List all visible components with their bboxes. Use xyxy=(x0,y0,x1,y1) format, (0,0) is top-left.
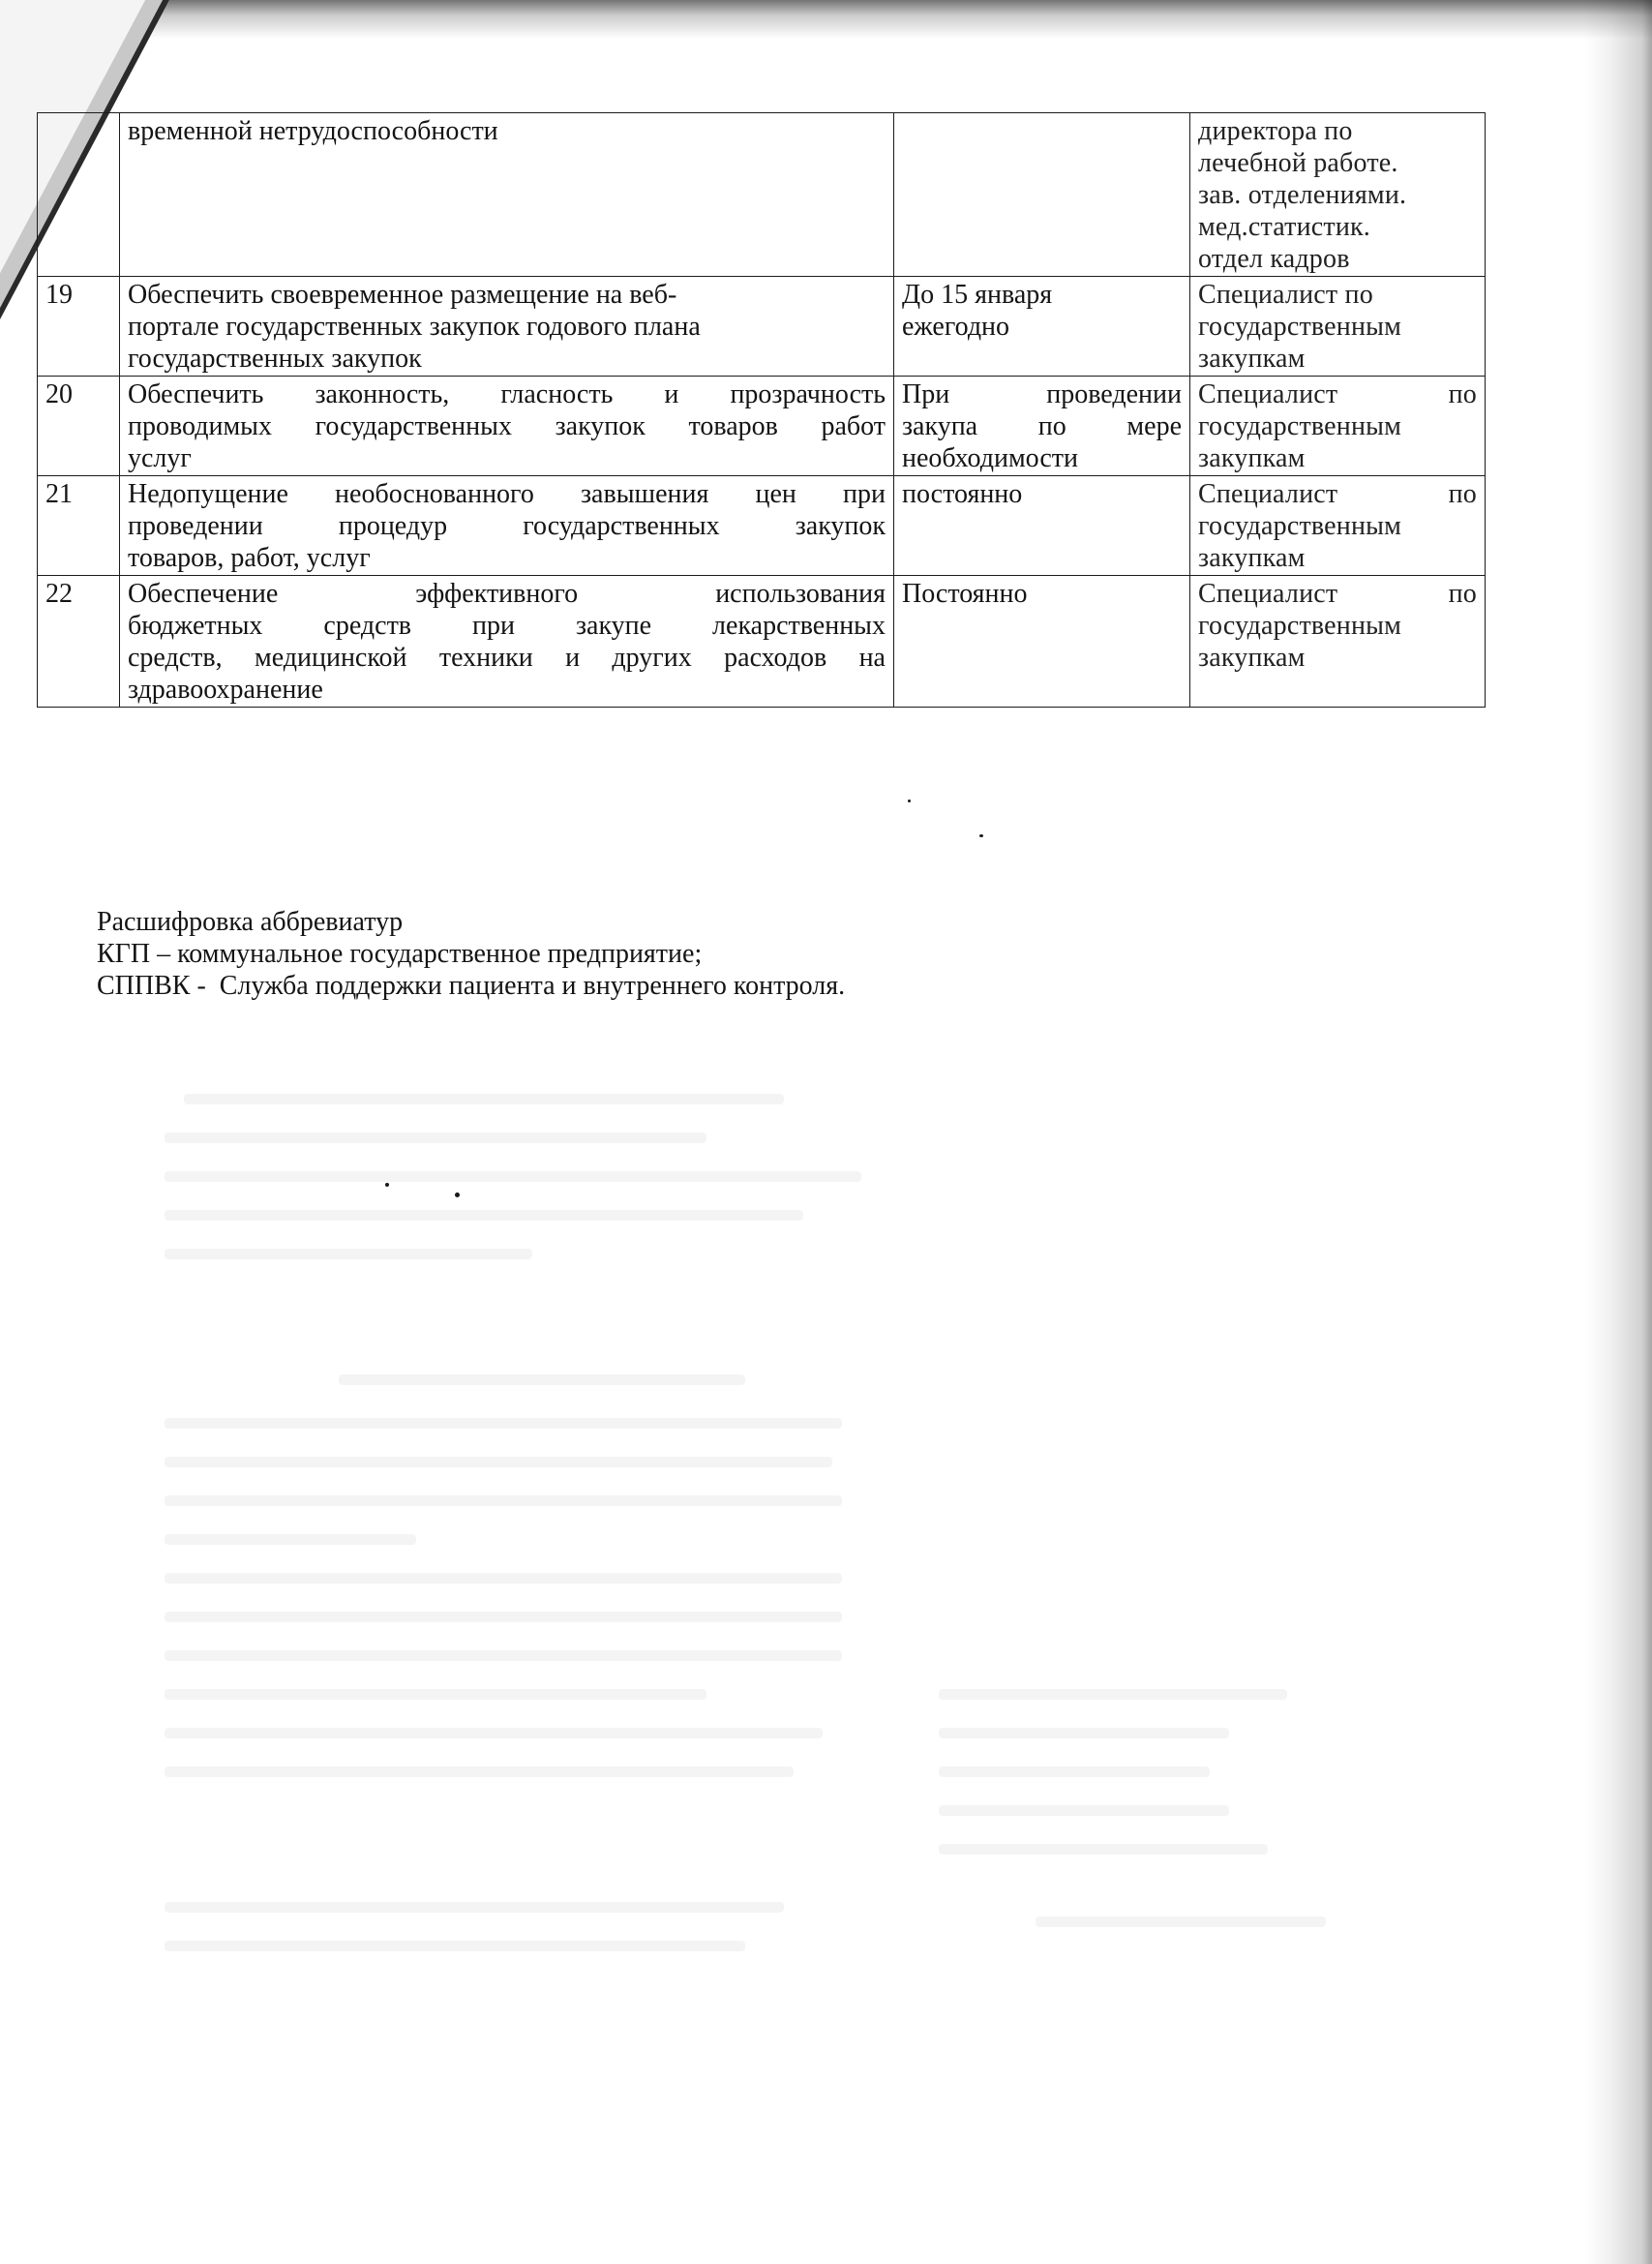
action-cell xyxy=(120,277,894,377)
term-cell-line: постоянно xyxy=(902,479,1023,509)
row-number: 22 xyxy=(38,576,120,708)
action-cell-line: бюджетных средств при закупе лекарственных xyxy=(128,611,886,641)
term-cell-line: закупа по мере xyxy=(902,411,1182,441)
responsible-cell-line: отдел кадров xyxy=(1198,244,1350,274)
responsible-cell-line: лечебной работе. xyxy=(1198,148,1398,178)
responsible-cell xyxy=(1190,277,1486,377)
responsible-cell-line: закупкам xyxy=(1198,643,1306,673)
action-cell-line: средств, медицинской техники и других расходов на xyxy=(128,643,886,673)
bleed-through-text xyxy=(165,1084,1461,2197)
action-cell-line: проводимых государственных закупок товаров работ xyxy=(128,411,886,441)
row-number xyxy=(38,113,120,277)
action-cell-line: Недопущение необоснованного завышения цен при xyxy=(128,479,886,509)
scan-speck xyxy=(908,800,911,802)
action-cell-line: Обеспечить своевременное размещение на веб- xyxy=(128,280,677,310)
term-cell-line: При проведении xyxy=(902,379,1182,409)
responsible-cell xyxy=(1190,476,1486,576)
term-cell-line: необходимости xyxy=(902,443,1079,473)
action-cell-line: Обеспечить законность, гласность и прозрачность xyxy=(128,379,886,409)
responsible-cell-line: директора по xyxy=(1198,116,1353,146)
responsible-cell-line: государственным xyxy=(1198,411,1402,441)
term-cell xyxy=(894,113,1190,277)
scan-speck xyxy=(385,1183,389,1187)
action-cell xyxy=(120,113,894,277)
responsible-cell-line: Специалист по xyxy=(1198,479,1477,509)
action-cell-line: временной нетрудоспособности xyxy=(128,116,498,146)
term-cell-line: ежегодно xyxy=(902,312,1010,342)
scan-right-shadow xyxy=(1584,0,1652,2264)
row-number: 21 xyxy=(38,476,120,576)
row-number: 20 xyxy=(38,377,120,476)
responsible-cell-line: государственным xyxy=(1198,611,1402,641)
scan-speck xyxy=(979,834,983,837)
responsible-cell-line: государственным xyxy=(1198,511,1402,541)
responsible-cell-line: закупкам xyxy=(1198,543,1306,573)
term-cell-line: До 15 января xyxy=(902,280,1053,310)
action-cell xyxy=(120,576,894,708)
scan-speck xyxy=(455,1192,460,1197)
table-row xyxy=(38,113,1486,277)
abbreviations-block xyxy=(97,906,845,1002)
responsible-cell-line: закупкам xyxy=(1198,344,1306,374)
responsible-cell xyxy=(1190,576,1486,708)
responsible-cell-line: зав. отделениями. xyxy=(1198,180,1407,210)
abbreviations-heading: Расшифровка аббревиатур xyxy=(97,907,404,937)
action-plan-table xyxy=(37,112,1485,708)
responsible-cell-line: закупкам xyxy=(1198,443,1306,473)
action-cell-line: государственных закупок xyxy=(128,344,422,374)
scan-top-edge xyxy=(145,0,1652,39)
abbreviation-kgp: КГП – коммунальное государственное предприятие; xyxy=(97,939,703,969)
term-cell xyxy=(894,576,1190,708)
term-cell-line: Постоянно xyxy=(902,579,1028,609)
table-row xyxy=(38,277,1486,377)
responsible-cell-line: государственным xyxy=(1198,312,1402,342)
term-cell xyxy=(894,377,1190,476)
table-row xyxy=(38,377,1486,476)
abbreviation-sppvk: СППВК - Служба поддержки пациента и внутреннего контроля. xyxy=(97,971,846,1001)
plan-table-body xyxy=(38,113,1486,708)
action-cell-line: Обеспечение эффективного использования xyxy=(128,579,886,609)
term-cell xyxy=(894,476,1190,576)
table-row xyxy=(38,476,1486,576)
responsible-cell-line: мед.статистик. xyxy=(1198,212,1371,242)
action-cell-line: товаров, работ, услуг xyxy=(128,543,371,573)
responsible-cell xyxy=(1190,113,1486,277)
row-number: 19 xyxy=(38,277,120,377)
responsible-cell-line: Специалист по xyxy=(1198,579,1477,609)
responsible-cell xyxy=(1190,377,1486,476)
responsible-cell-line: Специалист по xyxy=(1198,379,1477,409)
action-cell-line: портале государственных закупок годового плана xyxy=(128,312,701,342)
table-row xyxy=(38,576,1486,708)
plan-table xyxy=(37,112,1486,708)
action-cell-line: проведении процедур государственных закупок xyxy=(128,511,886,541)
action-cell-line: услуг xyxy=(128,443,192,473)
action-cell xyxy=(120,377,894,476)
action-cell xyxy=(120,476,894,576)
action-cell-line: здравоохранение xyxy=(128,675,323,705)
responsible-cell-line: Специалист по xyxy=(1198,280,1373,310)
term-cell xyxy=(894,277,1190,377)
